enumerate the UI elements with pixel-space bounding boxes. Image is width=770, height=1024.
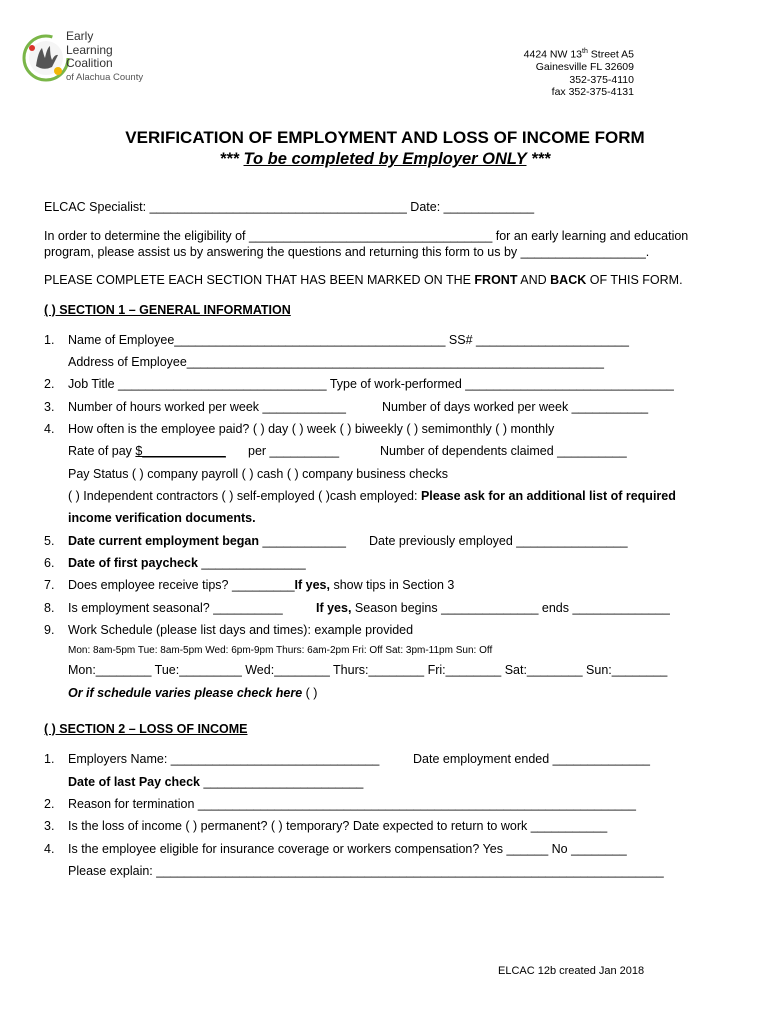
item-number: 2.: [44, 797, 55, 811]
item-number: 1.: [44, 752, 55, 766]
rate-of-pay-field[interactable]: Rate of pay $____________: [68, 444, 226, 458]
employment-ended-field[interactable]: Date employment ended ______________: [413, 752, 650, 766]
address-city: Gainesville FL 32609: [535, 61, 634, 73]
employee-name-field[interactable]: Name of Employee_______________________________________ SS# ______________________: [68, 333, 629, 347]
pay-status-options[interactable]: Pay Status ( ) company payroll ( ) cash ( ) company business checks: [68, 467, 449, 481]
loss-type-options[interactable]: Is the loss of income ( ) permanent? ( ) temporary? Date expected to return to work ___________: [68, 819, 608, 833]
form-title: VERIFICATION OF EMPLOYMENT AND LOSS OF INCOME FORM: [125, 128, 645, 147]
pay-per-field[interactable]: per __________: [248, 444, 340, 458]
item-number: 2.: [44, 377, 55, 391]
item-number: 1.: [44, 333, 55, 347]
logo-line-2: Learning: [66, 42, 113, 57]
employment-type-options[interactable]: ( ) Independent contractors ( ) self-employed ( )cash employed: Please ask for an additional list of required: [68, 489, 676, 503]
address-fax: fax 352-375-4131: [551, 86, 634, 98]
instructions: PLEASE COMPLETE EACH SECTION THAT HAS BEEN MARKED ON THE FRONT AND BACK OF THIS FORM.: [44, 273, 683, 287]
previously-employed-field[interactable]: Date previously employed ________________: [369, 534, 628, 548]
item-number: 4.: [44, 422, 55, 436]
last-paycheck-field[interactable]: Date of last Pay check _______________________: [68, 775, 364, 789]
pay-frequency-options[interactable]: How often is the employee paid? ( ) day ( ) week ( ) biweekly ( ) semimonthly ( ) monthly: [68, 422, 555, 436]
season-dates-field[interactable]: If yes, Season begins ______________ ends ______________: [316, 601, 670, 615]
section1-heading[interactable]: ( ) SECTION 1 – GENERAL INFORMATION: [44, 303, 291, 317]
employee-address-field[interactable]: Address of Employee____________________________________________________________: [68, 355, 604, 369]
specialist-line[interactable]: ELCAC Specialist: _____________________________________ Date: _____________: [44, 200, 535, 214]
intro-line-2[interactable]: program, please assist us by answering the questions and returning this form to us by __________________.: [44, 245, 650, 259]
job-title-field[interactable]: Job Title ______________________________ Type of work-performed ______________________________: [68, 377, 674, 391]
dependents-field[interactable]: Number of dependents claimed __________: [380, 444, 627, 458]
section2-heading[interactable]: ( ) SECTION 2 – LOSS OF INCOME: [44, 722, 248, 736]
seasonal-field[interactable]: Is employment seasonal? __________: [68, 601, 283, 615]
schedule-varies-checkbox[interactable]: Or if schedule varies please check here ( ): [68, 686, 318, 700]
item-number: 9.: [44, 623, 55, 637]
logo-wordmark: [66, 30, 143, 84]
tips-field[interactable]: Does employee receive tips? _________If yes, show tips in Section 3: [68, 578, 455, 592]
item-number: 3.: [44, 819, 55, 833]
intro-line-1[interactable]: In order to determine the eligibility of ___________________________________ for an early learning and education: [44, 229, 689, 243]
employers-name-field[interactable]: Employers Name: ______________________________: [68, 752, 380, 766]
item-number: 4.: [44, 842, 55, 856]
days-per-week-field[interactable]: Number of days worked per week ___________: [382, 400, 649, 414]
income-docs-note: income verification documents.: [68, 511, 256, 525]
first-paycheck-field[interactable]: Date of first paycheck _______________: [68, 556, 306, 570]
item-number: 8.: [44, 601, 55, 615]
logo-line-4: of Alachua County: [66, 71, 144, 83]
work-schedule-label: Work Schedule (please list days and times): example provided: [68, 623, 414, 637]
form-footer: ELCAC 12b created Jan 2018: [498, 965, 645, 977]
item-number: 3.: [44, 400, 55, 414]
logo-line-1: Early: [66, 29, 94, 43]
address-block: [524, 46, 634, 99]
form-subtitle: *** To be completed by Employer ONLY ***: [219, 150, 551, 168]
hours-per-week-field[interactable]: Number of hours worked per week ____________: [68, 400, 346, 414]
item-number: 5.: [44, 534, 55, 548]
insurance-eligibility-field[interactable]: Is the employee eligible for insurance coverage or workers compensation? Yes ______ No ________: [68, 842, 627, 856]
schedule-example: Mon: 8am-5pm Tue: 8am-5pm Wed: 6pm-9pm Thurs: 6am-2pm Fri: Off Sat: 3pm-11pm Sun: Off: [68, 645, 493, 656]
explain-field[interactable]: Please explain: _________________________________________________________________________: [68, 864, 664, 878]
employment-began-field[interactable]: Date current employment began ____________: [68, 534, 346, 548]
item-number: 6.: [44, 556, 55, 570]
item-number: 7.: [44, 578, 55, 592]
address-street: 4424 NW 13th Street A5: [523, 48, 634, 61]
address-phone: 352-375-4110: [569, 73, 634, 86]
logo-line-3: Coalition: [66, 56, 113, 70]
termination-reason-field[interactable]: Reason for termination _______________________________________________________________: [68, 797, 636, 811]
schedule-days-fields[interactable]: Mon:________ Tue:_________ Wed:________ Thurs:________ Fri:________ Sat:________ Sun:________: [68, 663, 668, 677]
